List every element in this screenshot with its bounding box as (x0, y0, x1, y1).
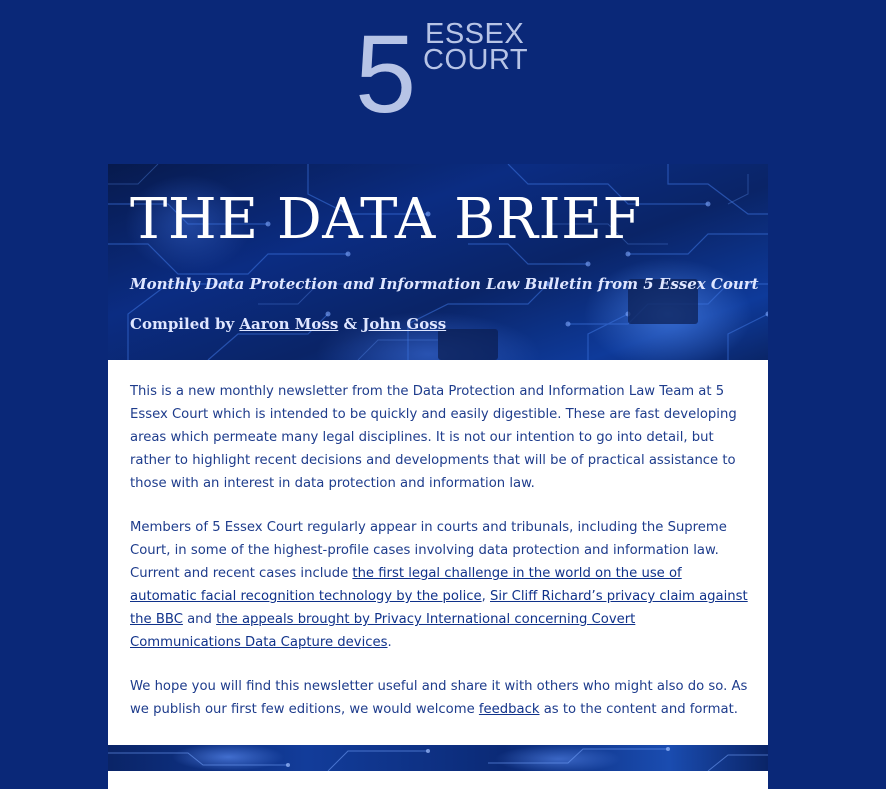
next-section-banner (108, 745, 768, 771)
author-link-aaron-moss[interactable]: Aaron Moss (239, 315, 339, 333)
paragraph-3-text: We hope you will find this newsletter useful and share it with others who might also do so. As we publish our first few editions, we would welcome (130, 679, 748, 717)
paragraph-2-separator-2: and (182, 612, 217, 627)
newsletter-card (108, 164, 768, 789)
privacy-international-case-link[interactable]: the appeals brought by Privacy International concerning Covert Communications Data Capture devices (130, 612, 636, 650)
newsletter-subtitle: Monthly Data Protection and Information Law Bulletin from 5 Essex Court (130, 275, 759, 293)
intro-paragraph-3 (130, 675, 750, 721)
strip-circuit-pattern (108, 745, 768, 771)
paragraph-2-separator-1: , (481, 589, 491, 604)
facial-recognition-case-link[interactable]: the first legal challenge in the world on the use of automatic facial recognition technology by the police (130, 566, 682, 604)
svg-text:5: 5 (355, 16, 417, 118)
newsletter-title: THE DATA BRIEF (130, 187, 642, 252)
logo-court-text: COURT (423, 44, 529, 76)
authors-separator: & (338, 315, 363, 333)
compiled-by-line (130, 315, 446, 333)
paragraph-2-text: Members of 5 Essex Court regularly appear in courts and tribunals, including the Supreme Court, in some of the highest-profile cases involving data protection and information law. Current and recent cases include (130, 520, 727, 581)
five-essex-court-logo[interactable] (355, 16, 529, 118)
intro-content (130, 380, 750, 742)
logo-numeral-five (355, 16, 425, 118)
compiled-by-label: Compiled by (130, 315, 240, 333)
intro-paragraph-1: This is a new monthly newsletter from the Data Protection and Information Law Team at 5 Essex Court which is intended to be quickly and easily digestible. These are fast developing areas which permeate many legal disciplines. It is not our intention to go into detail, but rather to highlight recent decisions and developments that will be of practical assistance to those with an interest in data protection and information law. (130, 384, 737, 491)
cliff-richard-case-link[interactable]: Sir Cliff Richard’s privacy claim against the BBC (130, 589, 748, 627)
hero-banner (108, 164, 768, 360)
author-link-john-goss[interactable]: John Goss (362, 315, 447, 333)
logo-essex-text: ESSEX (425, 18, 525, 50)
feedback-link[interactable]: feedback (478, 702, 540, 717)
paragraph-2-end: . (387, 635, 392, 650)
intro-paragraph-2 (130, 516, 750, 654)
paragraph-3-end: as to the content and format. (539, 702, 738, 717)
